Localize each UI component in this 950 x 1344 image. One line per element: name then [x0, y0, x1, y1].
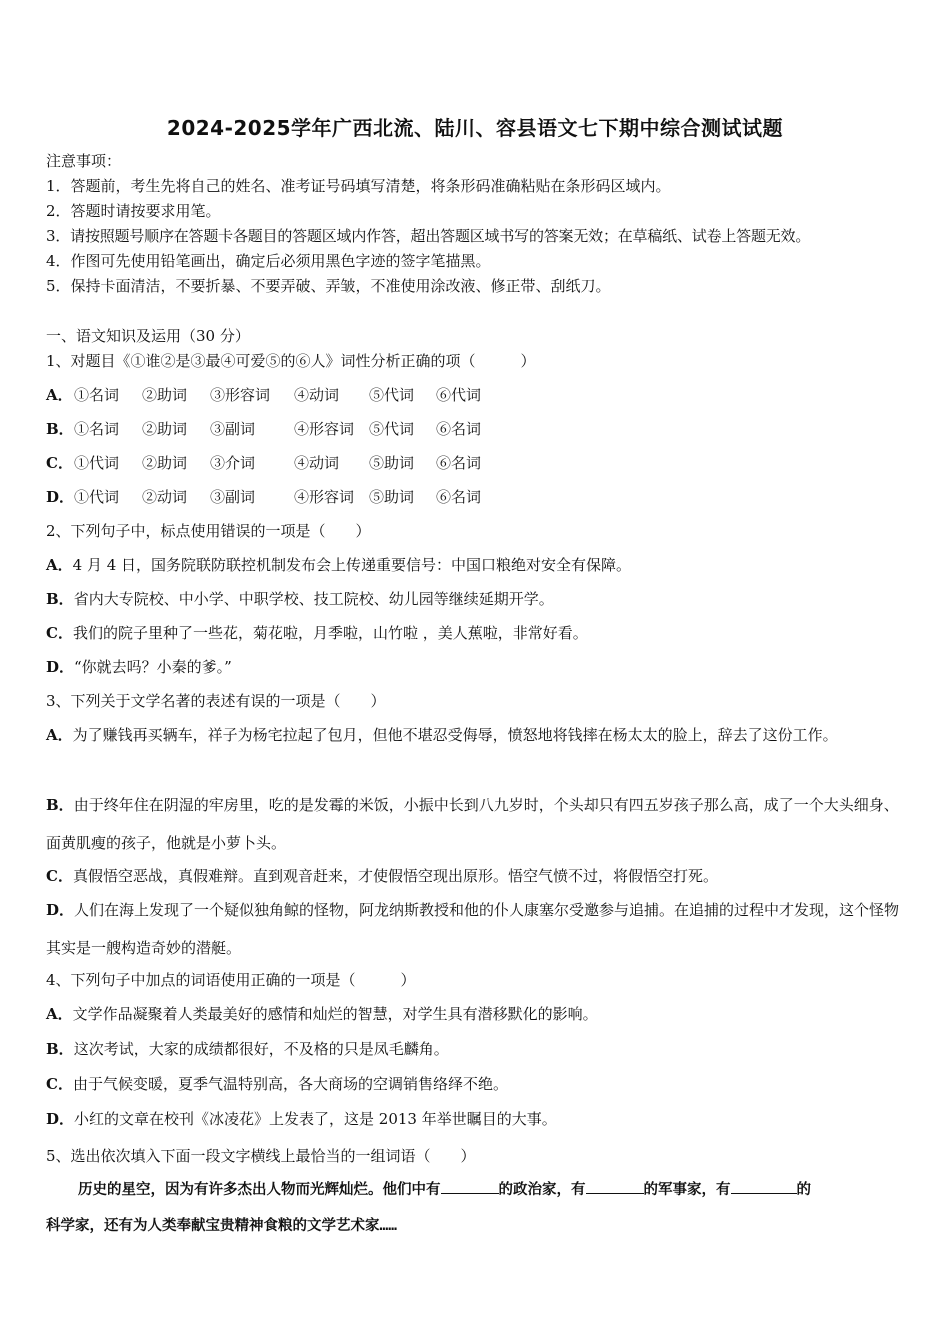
notice-item: 2．答题时请按要求用笔。 [46, 202, 221, 220]
passage-text: 的军事家，有 [643, 1182, 731, 1198]
option-cell: ⑥名词 [436, 488, 482, 506]
option-label: A． [46, 726, 73, 744]
q1-option-b[interactable] [46, 418, 904, 440]
option-cell: ②助词 [142, 420, 188, 438]
option-text: 4 月 4 日，国务院联防联控机制发布会上传递重要信号：中国口粮绝对安全有保障。 [72, 556, 632, 574]
q3-option-c[interactable] [46, 865, 904, 887]
fill-blank [441, 1179, 499, 1194]
option-label: C． [46, 624, 73, 642]
passage-text: 的政治家，有 [498, 1182, 586, 1198]
fill-blank [731, 1179, 797, 1194]
q1-option-d[interactable] [46, 486, 904, 508]
notice-item: 5．保持卡面清洁，不要折暴、不要弄破、弄皱，不准使用涂改液、修正带、刮纸刀。 [46, 277, 611, 295]
option-cell: ④形容词 [294, 420, 355, 438]
option-label: B． [46, 796, 74, 814]
question-1-stem: 1、对题目《①谁②是③最④可爱⑤的⑥人》词性分析正确的项（ ） [46, 352, 536, 370]
q2-option-a[interactable] [46, 554, 904, 576]
notice-heading: 注意事项： [46, 152, 122, 170]
option-text: 由于终年住在阴湿的牢房里，吃的是发霉的米饭，小振中长到八九岁时，个头却只有四五岁孩子那么高，成了一个大头细身、面黄肌瘦的孩子，他就是小萝卜头。 [46, 796, 899, 852]
notice-item: 1．答题前，考生先将自己的姓名、准考证号码填写清楚，将条形码准确粘贴在条形码区域内。 [46, 177, 671, 195]
notice-item: 3．请按照题号顺序在答题卡各题目的答题区域内作答，超出答题区域书写的答案无效；在草稿纸、试卷上答题无效。 [46, 227, 811, 245]
option-cell: ③副词 [210, 420, 256, 438]
option-text: “你就去吗？小秦的爹。” [74, 658, 232, 676]
q2-option-b[interactable] [46, 588, 904, 610]
option-cell: ③形容词 [210, 386, 271, 404]
option-label: A． [46, 1005, 73, 1023]
option-label: B． [46, 420, 74, 438]
q4-option-d[interactable] [46, 1108, 904, 1130]
q1-option-c[interactable] [46, 452, 904, 474]
option-cell: ②助词 [142, 386, 188, 404]
option-cell: ⑤助词 [369, 454, 415, 472]
option-text: 省内大专院校、中小学、中职学校、技工院校、幼儿园等继续延期开学。 [73, 590, 554, 608]
q4-option-c[interactable] [46, 1073, 904, 1095]
option-label: D． [46, 1110, 75, 1128]
q1-option-a[interactable] [46, 384, 904, 406]
passage-text: 的 [796, 1182, 811, 1198]
passage-text: 历史的星空，因为有许多杰出人物而光辉灿烂。他们中有 [78, 1182, 441, 1198]
option-cell: ①名词 [74, 420, 120, 438]
q3-option-b[interactable] [46, 786, 904, 862]
option-cell: ⑥名词 [436, 454, 482, 472]
option-text: 小红的文章在校刊《冰凌花》上发表了，这是 2013 年举世瞩目的大事。 [74, 1110, 557, 1128]
q4-option-a[interactable] [46, 1003, 904, 1025]
option-label: C． [46, 867, 73, 885]
notice-item: 4．作图可先使用铅笔画出，确定后必须用黑色字迹的签字笔描黑。 [46, 252, 491, 270]
question-4-stem: 4、下列句子中加点的词语使用正确的一项是（ ） [46, 971, 416, 989]
option-label: B． [46, 590, 74, 608]
option-cell: ②动词 [142, 488, 188, 506]
option-cell: ⑥代词 [436, 386, 482, 404]
option-cell: ⑤代词 [369, 386, 415, 404]
q3-option-a[interactable] [46, 716, 904, 754]
q5-passage-line-2: 科学家，还有为人类奉献宝贵精神食粮的文学艺术家…… [46, 1218, 397, 1234]
option-label: A． [46, 556, 73, 574]
option-cell: ③介词 [210, 454, 256, 472]
q3-option-d[interactable] [46, 891, 904, 967]
option-label: B． [46, 1040, 74, 1058]
option-text: 文学作品凝聚着人类最美好的感情和灿烂的智慧，对学生具有潜移默化的影响。 [72, 1005, 598, 1023]
q2-option-d[interactable] [46, 656, 904, 678]
option-cell: ⑤助词 [369, 488, 415, 506]
option-label: D． [46, 488, 75, 506]
option-cell: ②助词 [142, 454, 188, 472]
question-2-stem: 2、下列句子中，标点使用错误的一项是（ ） [46, 522, 371, 540]
option-cell: ⑥名词 [436, 420, 482, 438]
option-cell: ⑤代词 [369, 420, 415, 438]
option-label: C． [46, 1075, 73, 1093]
option-cell: ④动词 [294, 454, 340, 472]
page-title: 2024-2025学年广西北流、陆川、容县语文七下期中综合测试试题 [166, 116, 784, 140]
option-text: 人们在海上发现了一个疑似独角鲸的怪物，阿龙纳斯教授和他的仆人康塞尔受邀参与追捕。在追捕的过程中才发现，这个怪物其实是一艘构造奇妙的潜艇。 [46, 901, 900, 957]
option-cell: ①代词 [74, 488, 120, 506]
option-cell: ④形容词 [294, 488, 355, 506]
option-cell: ③副词 [210, 488, 256, 506]
option-text: 由于气候变暖，夏季气温特别高，各大商场的空调销售络绎不绝。 [72, 1075, 508, 1093]
option-label: A． [46, 386, 73, 404]
question-3-stem: 3、下列关于文学名著的表述有误的一项是（ ） [46, 692, 386, 710]
option-cell: ①名词 [74, 386, 120, 404]
q4-option-b[interactable] [46, 1038, 904, 1060]
fill-blank [586, 1179, 644, 1194]
q2-option-c[interactable] [46, 622, 904, 644]
question-5-stem: 5、选出依次填入下面一段文字横线上最恰当的一组词语（ ） [46, 1147, 476, 1165]
option-text: 真假悟空恶战，真假难辩。直到观音赶来，才使假悟空现出原形。悟空气愤不过，将假悟空打死。 [72, 867, 718, 885]
option-cell: ①代词 [74, 454, 120, 472]
section-heading: 一、语文知识及运用（30 分） [46, 327, 250, 345]
option-text: 我们的院子里种了一些花，菊花啦，月季啦，山竹啦 ，美人蕉啦，非常好看。 [72, 624, 588, 642]
option-label: C． [46, 454, 73, 472]
option-label: D． [46, 658, 75, 676]
q5-passage-line-1 [46, 1179, 904, 1201]
option-text: 这次考试，大家的成绩都很好，不及格的只是凤毛麟角。 [73, 1040, 449, 1058]
option-text: 为了赚钱再买辆车，祥子为杨宅拉起了包月，但他不堪忍受侮辱，愤怒地将钱摔在杨太太的脸上，辞去了这份工作。 [72, 726, 838, 744]
option-label: D． [46, 901, 75, 919]
option-cell: ④动词 [294, 386, 340, 404]
